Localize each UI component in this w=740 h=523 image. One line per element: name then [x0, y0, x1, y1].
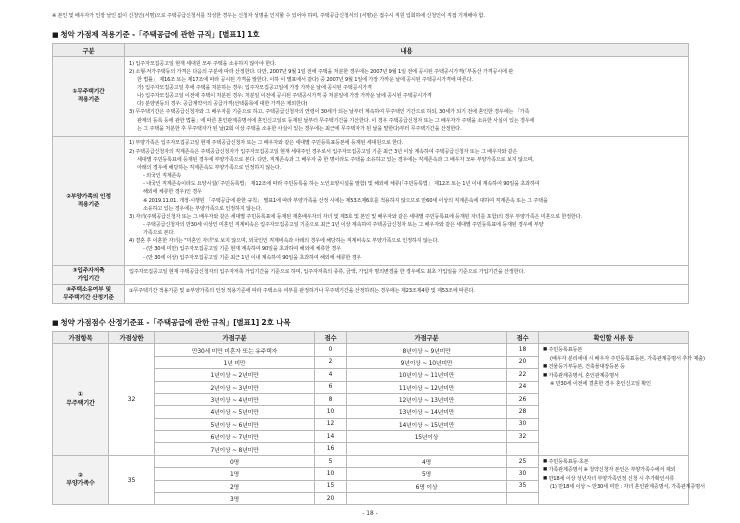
- score-range-right: 10년이상 ~ 11년미만: [347, 369, 507, 381]
- score-points-right: 26: [507, 393, 539, 405]
- criteria-line: - 외국인 직계존속: [143, 173, 182, 180]
- score-points-right: 30: [507, 418, 539, 430]
- score-points-right: 22: [507, 369, 539, 381]
- criteria-line: - (만 30세 이상) 입주자모집공고일 기준 최근 1년 이내 계속하여 90일을 초과하여 해외에 체류한 경우: [143, 254, 362, 261]
- score-points-left: 16: [315, 443, 347, 455]
- criteria-row-content: [125, 136, 689, 265]
- criteria-row-label: ②부양가족의 인정 적용기준: [53, 136, 125, 265]
- score-points-right: [507, 443, 539, 455]
- score-range-left: 2년이상 ~ 3년미만: [155, 381, 315, 393]
- criteria-table-header-row: [53, 44, 689, 57]
- square-bullet-icon: ■: [543, 467, 547, 473]
- section2-heading-text: 청약 가점점수 산정기준표 -「주택공급에 관한 규칙」[별표1] 2호 나목: [60, 317, 291, 327]
- score-col-points-right: 점수: [507, 331, 539, 344]
- document-line: (배우자 분리세대 시 배우자 주민등록표등본, 가족관계증명서 추가 제출): [550, 355, 705, 362]
- document-line: ■ 가족관계증명서, 혼인관계증명서: [543, 372, 619, 379]
- criteria-line: 2) 주택공급신청자의 직계존속은 주택공급신청자가 입주자모집공고일 현재 세대주인 경우로서 입주자모집공고일 기준 최근 3년 이상 계속하여 주택공급신청자 또는 그 배우자와 같은: [129, 148, 518, 155]
- score-range-left: 1년이상 ~ 2년미만: [155, 369, 315, 381]
- score-points-left: 6: [315, 381, 347, 393]
- criteria-row-label: ④주택소유여부 및 무주택기간 산정기준: [53, 284, 125, 303]
- criteria-row-content: [125, 284, 689, 303]
- square-bullet-icon: ■: [543, 347, 547, 353]
- criteria-line: 가) 입주자모집공고일 후에 주택을 처분하는 경우: 입주자모집공고일에 가장 가까운 날에 공시된 주택공시가격: [137, 84, 372, 91]
- criteria-row: [53, 136, 689, 265]
- score-points-left: 0: [315, 344, 347, 356]
- document-line: ※ 만30세 이전에 결혼한 경우 혼인신고일 확인: [550, 380, 651, 387]
- score-range-right: 5명: [347, 468, 507, 480]
- score-range-left: 1년 미만: [155, 356, 315, 368]
- score-points-right: 30: [507, 468, 539, 480]
- score-table: [52, 331, 705, 506]
- score-group-cap: 35: [109, 455, 155, 505]
- score-col-points-left: 점수: [315, 331, 347, 344]
- score-points-left: 15: [315, 480, 347, 492]
- criteria-line: 해외에 체류한 경우)인 경우: [143, 189, 202, 196]
- criteria-row: [53, 57, 689, 137]
- score-points-right: 24: [507, 381, 539, 393]
- document-line: ■ 가족관계증명서 ※ 청약신청자 본인은 부양가족수에서 제외: [543, 467, 676, 474]
- criteria-row-content: [125, 57, 689, 137]
- score-range-right: [347, 443, 507, 455]
- score-range-left: 4년이상 ~ 5년미만: [155, 406, 315, 418]
- document-line: (1) 만18세 이상 ~ 만30세 미만 : 자녀 혼인관계증명서, 가족관계증명서: [550, 484, 705, 491]
- score-points-left: 8: [315, 393, 347, 405]
- score-points-left: 2: [315, 356, 347, 368]
- criteria-row-content: [125, 265, 689, 284]
- score-range-right: 9년이상 ~ 10년미만: [347, 356, 507, 368]
- score-group-cap: 32: [109, 344, 155, 456]
- criteria-line: 1) 부양가족은 입주자모집공고일 현재 주택공급신청자 또는 그 배우자와 같은 세대별 주민등록표등본에 등재된 세대원으로 한다.: [129, 140, 404, 147]
- criteria-line: ※ 2019.11.01. 개정·시행된 「주택공급에 관한 규칙」 별표1에 따라 부양가족을 산정 시에는 제53조제6호를 적용하지 않으므로 만60세 이상의 직계존속에 대하여 직계존속 또는 그 주택을: [143, 197, 548, 204]
- document-line: ■ 주민등록표등본: [543, 347, 583, 354]
- section1-heading-text: 청악 가점제 적용기준 -「주택공급에 관한 규직」[별표1] 1호: [60, 30, 260, 39]
- score-points-left: 10: [315, 406, 347, 418]
- score-points-left: 10: [315, 468, 347, 480]
- criteria-line: 한 법률」 제16조 또는 제17조에 따라 공시된 가격을 말한다. 이하 이 별표에서 같다) 중 2007년 9월 1일에 가장 가까운 날에 공시된 주택공시가격에 따른다.: [137, 76, 473, 83]
- square-bullet-icon: ■: [543, 364, 547, 370]
- square-bullet-icon: ■: [543, 372, 547, 378]
- criteria-line: 는 그 주택을 처분한 후 무주택자가 된 날(2회 이상 주택을 소유한 사실이 있는 경우에는 최근에 무주택자가 된 날을 말한다)부터 무주택기간을 산정한다.: [137, 125, 462, 132]
- criteria-line: - 내국인 직계존속이라도 요양시설(「주민등록법」 제12조에 따라 주민등록을 하는 노인요양시설을 말함) 및 해외에 체류(「주민등록법」 제12조 또는 1년 이내 계속하여 90일을 초과하여: [143, 181, 540, 188]
- score-points-right: [507, 493, 539, 505]
- score-range-left: 3년이상 ~ 4년미만: [155, 393, 315, 405]
- criteria-line: 나) 입주자모집공고일 이전에 주택이 처분된 경우: 처분일 이전에 공시된 주택공시가격 중 처분일에 가장 가까운 날에 공시된 주택공시가격: [137, 93, 432, 100]
- section1-marker: ■: [52, 31, 59, 39]
- score-range-right: 13년이상 ~ 14년미만: [347, 406, 507, 418]
- score-range-right: 6명 이상: [347, 480, 507, 492]
- section1-heading: [52, 29, 688, 40]
- score-col-range-left: 가점구분: [155, 331, 315, 344]
- criteria-line: 입주자모집공고일 현재 주택공급신청자의 입주자저축 가입기간을 기준으로 하며, 입주자저축의 종류, 금액, 가입자 명의변경을 한 경우에도 최초 가입일을 기준으로 가입기간을 산정한다.: [129, 269, 525, 276]
- square-bullet-icon: ■: [543, 475, 547, 481]
- score-range-right: 12년이상 ~ 13년미만: [347, 393, 507, 405]
- criteria-line: 가족으로 본다.: [143, 230, 175, 237]
- section2-heading: [52, 317, 688, 328]
- square-bullet-icon: ■: [543, 458, 547, 464]
- score-range-left: 5년이상 ~ 6년미만: [155, 418, 315, 430]
- score-range-right: 4명: [347, 455, 507, 467]
- score-range-left: 1명: [155, 468, 315, 480]
- criteria-line: 소유하고 있는 경우에는 부양가족으로 인정하지 않는다.: [143, 205, 262, 212]
- criteria-row-label: ①무주택기간 적용기준: [53, 57, 125, 137]
- score-points-left: 12: [315, 418, 347, 430]
- top-note: ※ 본인 및 배우자가 인장 날인 없이 신청인(서명)으로 주택공급신청서를 작성한 경우는 신청자 성명을 인지할 수 있어야 하며, 주택공급신청서의 (서명)은 접수시 직원 입회하에 신청인이 직접 기재해야 함.: [52, 13, 485, 19]
- score-points-right: 18: [507, 344, 539, 356]
- score-points-right: 32: [507, 431, 539, 443]
- score-points-right: 35: [507, 480, 539, 492]
- score-points-left: 4: [315, 369, 347, 381]
- score-col-range-right: 가점구분: [347, 331, 507, 344]
- score-range-left: 6년이상 ~ 7년미만: [155, 431, 315, 443]
- criteria-line: 1) 입주자모집공고일 현재 세대원 모두 주택을 소유하지 않아야 한다.: [129, 60, 277, 67]
- score-points-right: 20: [507, 356, 539, 368]
- document-line: ■ 만18세 이상 성년자녀 부양가족인정 신청 시 추가확인서류: [543, 475, 675, 482]
- criteria-line: 4) 결혼 후 이혼한 자녀는 "미혼인 자녀"로 보지 않으며, 외국인인 직계비속과 아래의 경우에 해당하는 직계비속도 부양가족으로 인정하지 않는다.: [129, 238, 439, 245]
- score-range-left: 3명: [155, 493, 315, 505]
- criteria-row: [53, 284, 689, 303]
- score-range-right: 11년이상 ~ 12년미만: [347, 381, 507, 393]
- score-range-right: 15년이상: [347, 431, 507, 443]
- criteria-col-division: 구분: [53, 44, 125, 57]
- score-points-right: 28: [507, 406, 539, 418]
- score-row: [53, 455, 689, 467]
- score-range-left: 만30세 미만 미혼자 또는 유주택자: [155, 344, 315, 356]
- criteria-row-label: ③입주자저축 가입기간: [53, 265, 125, 284]
- criteria-col-content: 내용: [125, 44, 689, 57]
- criteria-line: 2) 소형·저가주택등의 가격은 다음의 구분에 따라 산정한다. 다만, 2007년 9월 1일 전에 주택을 처분한 경우에는 2007년 9월 1일 전에 공시된 주택공시가격(「부동산 가격공시에 관: [129, 68, 514, 75]
- criteria-line: - 주택공급신청자의 만30세 이상인 미혼인 직계비속은 입주자모집공고일 기준으로 최근 1년 이상 계속하여 주택공급신청자 또는 그 배우자와 같은 세대별 주민등록표에 등재된 경우에 부양: [143, 221, 544, 228]
- criteria-row: [53, 265, 689, 284]
- score-row: [53, 344, 689, 356]
- score-range-left: 2명: [155, 480, 315, 492]
- page-number: - 18 -: [362, 511, 378, 517]
- score-group-documents: [539, 344, 705, 456]
- score-points-left: 20: [315, 493, 347, 505]
- score-col-item: 가점항목: [53, 331, 109, 344]
- score-group-name: ① 무주택기간: [53, 344, 109, 456]
- score-col-documents: 확인할 서류 등: [539, 331, 689, 344]
- criteria-line: 3) 무주택기간은 주택공급신청자와 그 배우자를 기준으로 하고, 주택공급신청자의 연령이 30세가 되는 날부터 계속하여 무주택인 기간으로 하되, 30세가 되기 전에 혼인한 경우에는 「가족: [129, 109, 530, 116]
- score-range-right: [347, 493, 507, 505]
- document-line: ■ 건물등기부등본, 건축물대장등본 등: [543, 364, 625, 371]
- criteria-line: 다) 분양권등의 경우: 공급계약서의 공급가격(선택품목에 대한 가격은 제외한다): [137, 101, 308, 108]
- score-range-left: 7년이상 ~ 8년미만: [155, 443, 315, 455]
- score-group-documents: [539, 455, 705, 505]
- score-table-header-row: [53, 331, 689, 344]
- document-line: ■ 주민등록표등·초본: [543, 458, 589, 465]
- criteria-line: 아래의 경우에 해당하는 직계존속도 부양가족으로 인정하지 않는다.: [137, 164, 282, 171]
- criteria-line: - (만 30세 미만) 입주자모집공고일 기준 현재 계속하여 90일을 초과하여 해외에 체류한 경우: [143, 246, 341, 253]
- score-range-left: 0명: [155, 455, 315, 467]
- score-points-left: 14: [315, 431, 347, 443]
- score-points-right: 25: [507, 455, 539, 467]
- score-range-right: 8년이상 ~ 9년미만: [347, 344, 507, 356]
- score-col-cap: 가점상한: [109, 331, 155, 344]
- criteria-line: 관계의 등록 등에 관한 법률」에 따른 혼인관계증명서에 혼인신고일로 등재된 날부터 무주택기간을 기산한다. 이 경우 주택공급신청자 또는 그 배우자가 주택을 소유한 사실이 있는 경우에: [137, 117, 535, 124]
- score-points-left: 5: [315, 455, 347, 467]
- section2-marker: ■: [52, 318, 59, 327]
- score-range-right: 14년이상 ~ 15년미만: [347, 418, 507, 430]
- criteria-line: 세대별 주민등록표에 등재된 경우에 부양가족으로 본다. 다만, 직계존속과 그 배우자 중 한 명이라도 주택을 소유하고 있는 경우에는 직계존속과 그 배우자 모두 부양가족으로 보지 않으며,: [137, 156, 534, 163]
- criteria-line: 3) 자녀(주택공급신청자 또는 그 배우자와 같은 세대별 주민등록표에 등재된 재혼배우자의 자녀 및 제3호 및 본인 및 배우자와 같은 세대별 주민등록표에 등재된 자녀를 포함)의 경우 부양가족은 미혼으로 한정한다.: [129, 213, 582, 220]
- score-group-name: ② 부양가족수: [53, 455, 109, 505]
- criteria-line: ①무주택기간 적용기준 및 ②부양가족의 인정 적용기준에 따라 주택소유 여부를 판정하거나 무주택기간을 산정하려는 경우에는 제23조제4항 및 제53조에 따른다.: [129, 288, 475, 295]
- criteria-table: [52, 43, 689, 304]
